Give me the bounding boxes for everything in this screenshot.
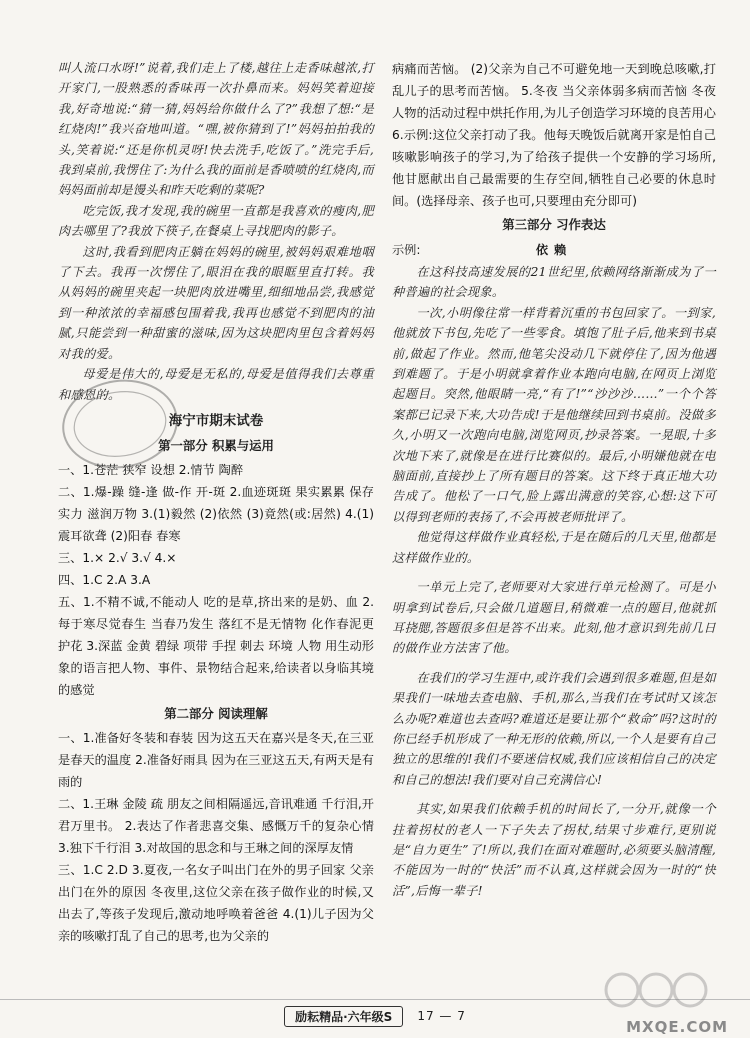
part1-title: 第一部分 积累与运用 [158, 437, 274, 453]
part3-title: 第三部分 习作表达 [502, 217, 606, 232]
stamp-seal-graphic [59, 375, 182, 474]
essay-header [392, 238, 716, 262]
story-paragraph: 叫人流口水呀!”说着,我们走上了楼,越往上走香味越浓,打开家门,一股熟悉的香味再一次扑鼻而来。妈妈笑着迎接我,好奇地说:“猜一猜,妈妈给你做什么了?”我想了想:“是红烧肉!”我兴奋地叫道。“嘿,被你猜到了!”妈妈拍拍我的头,笑着说:“还是你机灵呀!快去洗手,吃饭了。”洗完手后,我到桌前,我愣住了:为什么我的面前是香喷喷的红烧肉,而妈妈面前却是馒头和昨天吃剩的菜呢? [58, 61, 374, 198]
answer-line: 二、1.王琳 金陵 疏 朋友之间相隔遥远,音讯难通 千行泪,开君万里书。 2.表达了作者悲喜交集、感慨万千的复杂心情 3.独下千行泪 3.对故国的思念和与王琳之间的深厚友情 [58, 796, 374, 855]
answer-line: 三、1.C 2.D 3.夏夜,一名女子叫出门在外的男子回家 父亲出门在外的原因 冬夜里,这位父亲在孩子做作业的时候,又出去了,等孩子发现后,激动地呼唤着爸爸 4.(1)儿子因为父亲的咳嗽打乱了自己的思考,也为父亲的 [58, 862, 374, 943]
essay-paragraph: 在这科技高速发展的21世纪里,依赖网络渐渐成为了一种普遍的社会现象。 [392, 265, 716, 300]
right-column [392, 58, 716, 901]
answer-line: 五、1.不精不诚,不能动人 吃的是草,挤出来的是奶、血 2.每于寒尽觉春生 当春乃发生 落红不是无情物 化作春泥更护花 3.深蓝 金黄 碧绿 项带 手捏 刺去 环境 人物 用生动形象的语言把人物、事件、景物结合起来,给读者以身临其境的感觉 [58, 594, 374, 697]
story-paragraph: 吃完饭,我才发现,我的碗里一直都是我喜欢的瘦肉,肥肉去哪里了?我放下筷子,在餐桌上寻找肥肉的影子。 [58, 203, 374, 239]
answer-line: 一、1.准备好冬装和春装 因为这五天在嘉兴是冬天,在三亚是春天的温度 2.准备好雨具 因为在三亚这五天,有两天是有雨的 [58, 730, 374, 789]
stamp-seal [56, 372, 183, 475]
part2-title: 第二部分 阅读理解 [164, 705, 268, 721]
left-column [58, 58, 374, 947]
footer-brand: 励耘精品·六年级S [284, 1006, 403, 1027]
essay-title: 依赖 [535, 243, 573, 257]
answer-line: 一、1.苍茫 狭窄 设想 2.情节 陶醉 [58, 462, 244, 477]
exam-title: 海宁市期末试卷 [168, 412, 264, 429]
story-paragraph: 这时,我看到肥肉正躺在妈妈的碗里,被妈妈艰难地咽了下去。我再一次愣住了,眼泪在我的眼眶里直打转。我从妈妈的碗里夹起一块肥肉放进嘴里,细细地品尝,我感觉到一种浓浓的幸福感包围着我,我再也感觉不到肥肉的油腻,只能尝到一种甜蜜的滋味,因为这块肥肉里包含着妈妈对我的爱。 [58, 244, 374, 361]
page-number: 17 — 7 [417, 1009, 466, 1023]
answer-line: 四、1.C 2.A 3.A [58, 572, 151, 587]
watermark-text: MXQE.COM [626, 1018, 728, 1036]
example-label: 示例: [392, 243, 421, 257]
essay-paragraph: 一单元上完了,老师要对大家进行单元检测了。可是小明拿到试卷后,只会做几道题目,稍微难一点的题目,他就抓耳挠腮,答题很多但是答不出来。此刻,他才意识到先前几日的做作业方法害了他。 [392, 580, 716, 656]
story-paragraph: 母爱是伟大的,母爱是无私的,母爱是值得我们去尊重和感恩的。 [58, 367, 374, 402]
essay-paragraph: 他觉得这样做作业真轻松,于是在随后的几天里,他都是这样做作业的。 [392, 530, 716, 565]
essay-paragraph: 一次,小明像往常一样背着沉重的书包回家了。一到家,他就放下书包,先吃了一些零食。填饱了肚子后,他来到书桌前,做起了作业。然而,他笔尖没动几下就停住了,因为他遇到难题了。于是小明就拿着作业本跑向电脑,在网页上浏览起题目。突然,他眼睛一亮,“有了!”“沙沙沙……”一个个答案都已记录下来,大功告成!于是他继续回到书桌前。没做多久,小明又一次跑向电脑,浏览网页,抄录答案。一晃眼,十多次地下来了,就像是在进行比赛似的。最后,小明嫌他就在电脑面前,直接抄上了所有题目的答案。这下终于真正地大功告成了。他松了一口气,脸上露出满意的笑容,心想:这下可以得到老师的表扬了,不会再被老师批评了。 [392, 305, 716, 524]
answer-line: 三、1.× 2.√ 3.√ 4.× [58, 550, 177, 565]
essay-paragraph: 在我们的学习生涯中,或许我们会遇到很多难题,但是如果我们一味地去查电脑、手机,那么,当我们在考试时又该怎么办呢?难道也去查吗?难道还是要让那个“救命”吗?这时的你已经手机形成了一种无形的依赖,所以,一个人是要有自己独立的思维的!我们不要迷信权威,我们应该相信自己的决定和自己的想法!我们要对自己充满信心! [392, 670, 716, 787]
answer-line: 病痛而苦恼。 (2)父亲为自己不可避免地一天到晚总咳嗽,打乱儿子的思考而苦恼。 5.冬夜 当父亲体弱多病而苦恼 冬夜 人物的活动过程中烘托作用,为儿子创造学习环境的良苦用心 6.示例:这位父亲打动了我。他每天晚饭后就离开家是怕自己咳嗽影响孩子的学习,为了给孩子提供一个安静的学习场所,他甘愿献出自己最需要的生存空间,牺牲自己必要的休息时间。(选择母亲、孩子也可,只要理由充分即可) [392, 62, 716, 208]
essay-paragraph: 其实,如果我们依赖手机的时间长了,一分开,就像一个拄着拐杖的老人一下子失去了拐杖,结果寸步难行,更别说是“自力更生”了!所以,我们在面对难题时,必须要头脑清醒,不能因为一时的“快活”而不认真,这样就会因为一时的“快活”,后悔一辈子! [392, 802, 716, 898]
answer-line: 二、1.爆-躁 缝-逢 做-作 开-斑 2.血迹斑斑 果实累累 保存实力 滋润万物 3.(1)毅然 (2)依然 (3)竟然(或:居然) 4.(1)震耳欲聋 (2)阳春 春寒 [58, 484, 374, 543]
